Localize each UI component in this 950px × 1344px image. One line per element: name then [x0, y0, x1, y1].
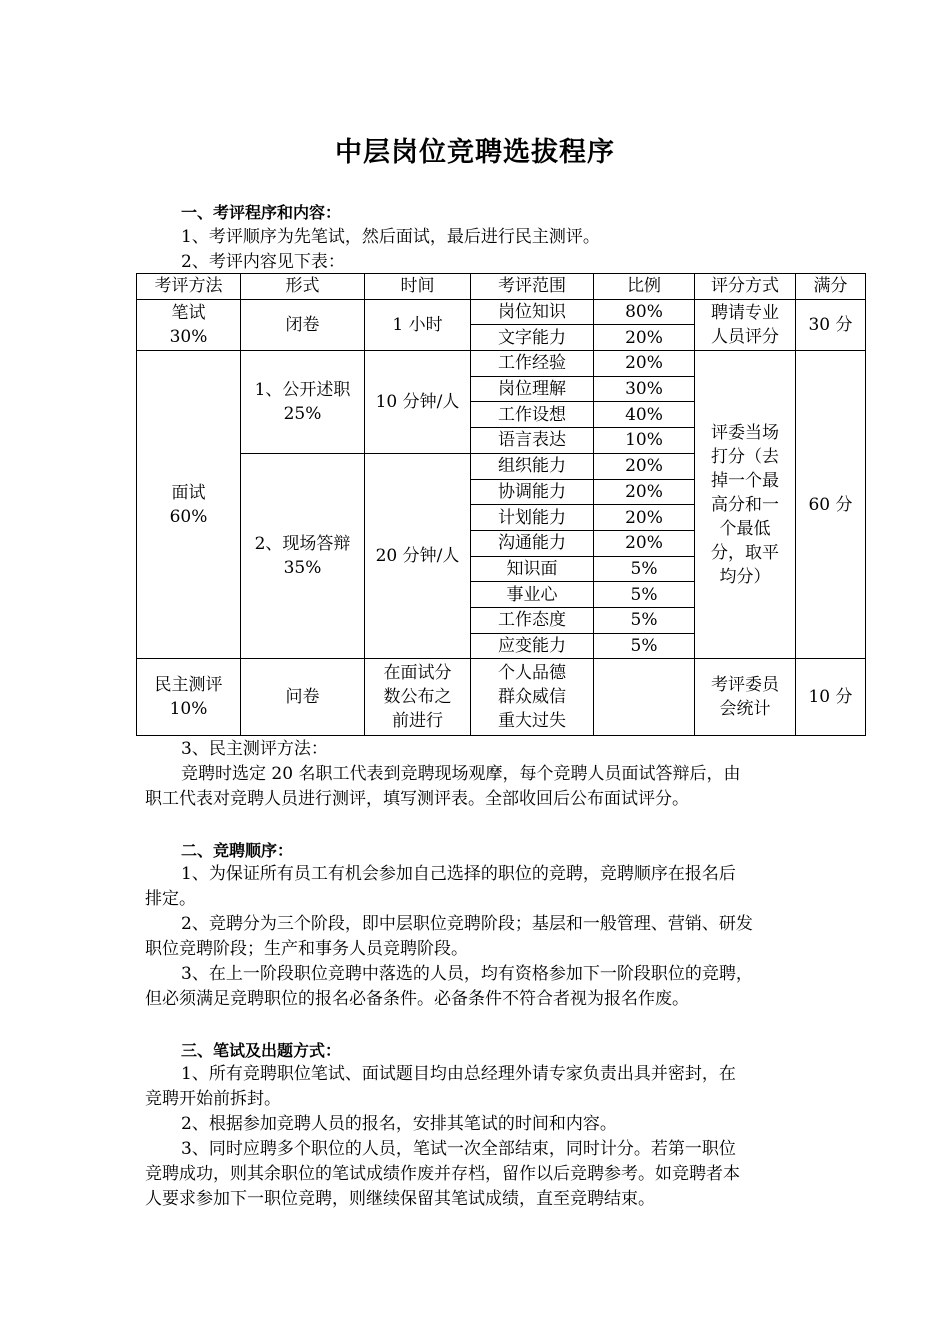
header-cell: 形式: [241, 274, 365, 300]
scope-cell: 事业心: [471, 582, 594, 608]
header-cell: 考评范围: [471, 274, 594, 300]
full-score-cell: 30 分: [796, 299, 866, 350]
scoring-cell: 考评委员 会统计: [695, 659, 796, 736]
table-row: [137, 659, 866, 736]
ratio-cell: 5%: [594, 633, 695, 659]
header-cell: 比例: [594, 274, 695, 300]
scoring-cell: 评委当场 打分（去 掉一个最 高分和一 个最低 分，取平 均分）: [695, 351, 796, 659]
section-3-heading: 三、笔试及出题方式：: [181, 1041, 342, 1060]
header-cell: 满分: [796, 274, 866, 300]
time-cell: 10 分钟/人: [365, 351, 471, 454]
scope-cell: 语言表达: [471, 428, 594, 454]
time-cell: 在面试分 数公布之 前进行: [365, 659, 471, 736]
method-cell: 笔试 30%: [137, 299, 241, 350]
ratio-cell: 20%: [594, 530, 695, 556]
ratio-cell: 20%: [594, 351, 695, 377]
paragraph: 2、竞聘分为三个阶段，即中层职位竞聘阶段；基层和一般管理、营销、研发: [181, 914, 753, 934]
ratio-cell: 5%: [594, 556, 695, 582]
method-cell: 民主测评 10%: [137, 659, 241, 736]
scope-cell: 岗位知识: [471, 299, 594, 325]
paragraph: 排定。: [145, 889, 196, 909]
scope-cell: 个人品德 群众威信 重大过失: [471, 659, 594, 736]
scope-cell: 工作设想: [471, 402, 594, 428]
paragraph: 3、民主测评方法：: [181, 739, 328, 759]
page-title: 中层岗位竞聘选拔程序: [335, 137, 615, 168]
method-cell: 面试 60%: [137, 351, 241, 659]
header-cell: 时间: [365, 274, 471, 300]
paragraph: 竞聘时选定 20 名职工代表到竞聘现场观摩，每个竞聘人员面试答辩后，由: [181, 764, 741, 784]
paragraph: 职位竞聘阶段；生产和事务人员竞聘阶段。: [145, 939, 468, 959]
header-cell: 评分方式: [695, 274, 796, 300]
scope-cell: 协调能力: [471, 479, 594, 505]
ratio-cell: 5%: [594, 582, 695, 608]
ratio-cell: 30%: [594, 376, 695, 402]
paragraph: 1、为保证所有员工有机会参加自己选择的职位的竞聘，竞聘顺序在报名后: [181, 864, 736, 884]
scope-cell: 沟通能力: [471, 530, 594, 556]
form-cell: 问卷: [241, 659, 365, 736]
paragraph: 1、考评顺序为先笔试，然后面试，最后进行民主测评。: [181, 227, 600, 247]
scope-cell: 文字能力: [471, 325, 594, 351]
paragraph: 1、所有竞聘职位笔试、面试题目均由总经理外请专家负责出具并密封，在: [181, 1064, 736, 1084]
ratio-cell: 20%: [594, 505, 695, 531]
ratio-cell: 20%: [594, 325, 695, 351]
paragraph: 人要求参加下一职位竞聘，则继续保留其笔试成绩，直至竞聘结束。: [145, 1189, 655, 1209]
table-row: [137, 299, 866, 325]
form-cell: 2、现场答辩 35%: [241, 453, 365, 659]
table-header-row: [137, 274, 866, 300]
ratio-cell: 10%: [594, 428, 695, 454]
ratio-cell: 20%: [594, 479, 695, 505]
section-2-heading: 二、竞聘顺序：: [181, 841, 294, 860]
scope-cell: 组织能力: [471, 453, 594, 479]
paragraph: 2、考评内容见下表：: [181, 252, 345, 272]
scope-cell: 计划能力: [471, 505, 594, 531]
time-cell: 1 小时: [365, 299, 471, 350]
ratio-cell: 40%: [594, 402, 695, 428]
ratio-cell: 20%: [594, 453, 695, 479]
section-1-heading: 一、考评程序和内容：: [181, 203, 342, 222]
scope-cell: 工作态度: [471, 607, 594, 633]
form-cell: 闭卷: [241, 299, 365, 350]
paragraph: 职工代表对竞聘人员进行测评，填写测评表。全部收回后公布面试评分。: [145, 789, 689, 809]
table-row: [137, 351, 866, 377]
scope-cell: 应变能力: [471, 633, 594, 659]
evaluation-table: [136, 273, 866, 736]
ratio-cell: 5%: [594, 607, 695, 633]
paragraph: 2、根据参加竞聘人员的报名，安排其笔试的时间和内容。: [181, 1114, 617, 1134]
full-score-cell: 10 分: [796, 659, 866, 736]
full-score-cell: 60 分: [796, 351, 866, 659]
scoring-cell: 聘请专业 人员评分: [695, 299, 796, 350]
paragraph: 竞聘成功，则其余职位的笔试成绩作废并存档，留作以后竞聘参考。如竞聘者本: [145, 1164, 740, 1184]
header-cell: 考评方法: [137, 274, 241, 300]
paragraph: 3、在上一阶段职位竞聘中落选的人员，均有资格参加下一阶段职位的竞聘，: [181, 964, 753, 984]
paragraph: 但必须满足竞聘职位的报名必备条件。必备条件不符合者视为报名作废。: [145, 989, 689, 1009]
ratio-cell: 80%: [594, 299, 695, 325]
ratio-cell: [594, 659, 695, 736]
time-cell: 20 分钟/人: [365, 453, 471, 659]
form-cell: 1、公开述职 25%: [241, 351, 365, 454]
paragraph: 3、同时应聘多个职位的人员，笔试一次全部结束，同时计分。若第一职位: [181, 1139, 736, 1159]
scope-cell: 岗位理解: [471, 376, 594, 402]
scope-cell: 工作经验: [471, 351, 594, 377]
scope-cell: 知识面: [471, 556, 594, 582]
paragraph: 竞聘开始前拆封。: [145, 1089, 281, 1109]
